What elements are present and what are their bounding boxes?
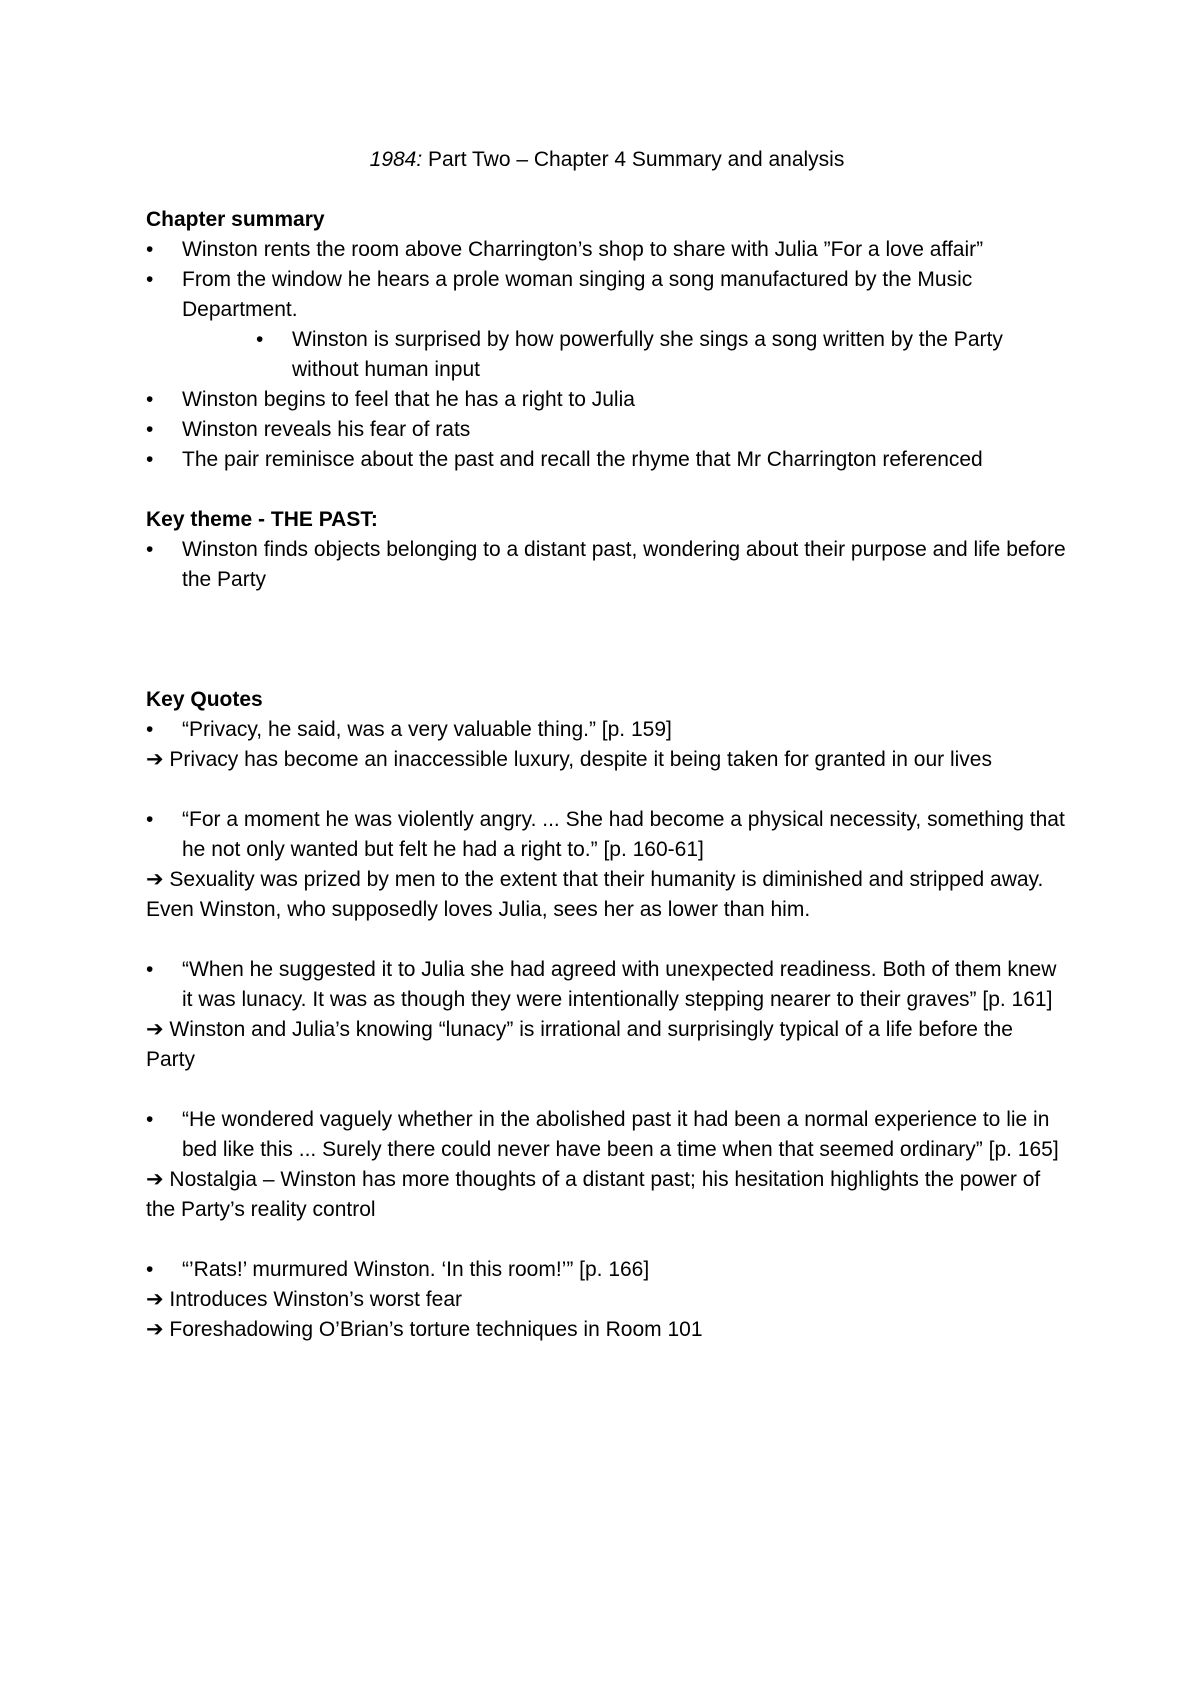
title-rest: Part Two – Chapter 4 Summary and analysis xyxy=(422,148,845,171)
spacer xyxy=(146,175,1066,205)
quote-text: • “He wondered vaguely whether in the abolished past it had been a normal experience to lie in bed like this ... Surely there could never have been a time when that seemed ordinary” [p. 165] xyxy=(146,1105,1066,1165)
quote-block xyxy=(146,715,1066,745)
quote-block xyxy=(146,1105,1066,1165)
spacer xyxy=(146,1075,1066,1105)
summary-item: • Winston begins to feel that he has a right to Julia xyxy=(146,385,1066,415)
summary-list xyxy=(146,235,1066,475)
quote-analysis: ➔ Winston and Julia’s knowing “lunacy” is irrational and surprisingly typical of a life before the Party xyxy=(146,1018,1013,1071)
quote-text: • “’Rats!’ murmured Winston. ‘In this room!’” [p. 166] xyxy=(146,1255,1066,1285)
quotes-heading: Key Quotes xyxy=(146,688,263,711)
quote-text: • “For a moment he was violently angry. ... She had become a physical necessity, something that he not only wanted but felt he had a right to.” [p. 160-61] xyxy=(146,805,1066,865)
spacer xyxy=(146,1225,1066,1255)
quote-block xyxy=(146,805,1066,865)
quote-analysis: ➔ Privacy has become an inaccessible luxury, despite it being taken for granted in our lives xyxy=(146,748,992,771)
summary-heading: Chapter summary xyxy=(146,208,325,231)
spacer xyxy=(146,775,1066,805)
spacer xyxy=(146,595,1066,685)
summary-subitem: • Winston is surprised by how powerfully she sings a song written by the Party without human input xyxy=(146,325,1066,385)
summary-item: • From the window he hears a prole woman singing a song manufactured by the Music Department. xyxy=(146,265,1066,325)
theme-item: • Winston finds objects belonging to a distant past, wondering about their purpose and life before the Party xyxy=(146,535,1066,595)
document-title xyxy=(146,145,1066,175)
quote-analysis: ➔ Foreshadowing O’Brian’s torture techniques in Room 101 xyxy=(146,1318,703,1341)
quote-text: • “Privacy, he said, was a very valuable thing.” [p. 159] xyxy=(146,715,1066,745)
quote-block xyxy=(146,1255,1066,1285)
theme-heading: Key theme - THE PAST: xyxy=(146,508,378,531)
quote-block xyxy=(146,955,1066,1015)
theme-list xyxy=(146,535,1066,595)
quote-analysis: ➔ Sexuality was prized by men to the extent that their humanity is diminished and stripped away. Even Winston, who supposedly loves Julia, sees her as lower than him. xyxy=(146,868,1044,921)
quote-analysis: ➔ Introduces Winston’s worst fear xyxy=(146,1288,462,1311)
quote-text: • “When he suggested it to Julia she had agreed with unexpected readiness. Both of them knew it was lunacy. It was as though they were intentionally stepping nearer to their graves” [p. 161] xyxy=(146,955,1066,1015)
summary-item: • Winston rents the room above Charrington’s shop to share with Julia ”For a love affair” xyxy=(146,235,1066,265)
spacer xyxy=(146,475,1066,505)
spacer xyxy=(146,925,1066,955)
summary-item: • The pair reminisce about the past and recall the rhyme that Mr Charrington referenced xyxy=(146,445,1066,475)
summary-item: • Winston reveals his fear of rats xyxy=(146,415,1066,445)
title-italic: 1984: xyxy=(369,148,423,171)
quote-analysis: ➔ Nostalgia – Winston has more thoughts of a distant past; his hesitation highlights the power of the Party’s reality control xyxy=(146,1168,1041,1221)
document-content xyxy=(146,145,1066,1345)
